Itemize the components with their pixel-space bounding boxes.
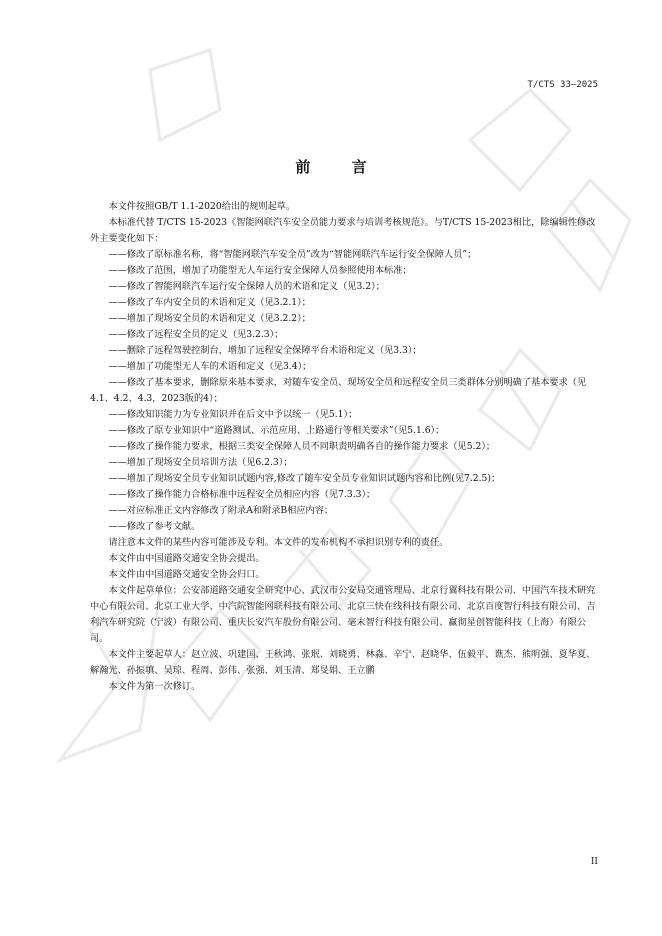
list-item: ——修改了范围，增加了功能型无人车运行安全保障人员参照使用本标准； — [108, 265, 412, 276]
list-item: ——增加了功能型无人车的术语和定义（见3.4）； — [108, 361, 312, 372]
list-item: ——修改了参考文献。 — [108, 521, 201, 532]
list-item: ——修改了原标准名称，将“智能网联汽车安全员”改为“智能网联汽车运行安全保障人员”； — [108, 249, 477, 260]
paragraph: 本标准代替 T/CTS 15-2023《智能网联汽车安全员能力要求与培训考核规范》。与T/CTS 15-2023相比，除编辑性修改外主要变化如下： — [90, 217, 596, 244]
list-item: ——增加了现场安全员专业知识试题内容,修改了随车安全员专业知识试题内容和比例(见7.2.5)； — [108, 473, 501, 484]
paragraph: 请注意本文件的某些内容可能涉及专利。本文件的发布机构不承担识别专利的责任。 — [108, 537, 449, 548]
list-item: ——修改了操作能力合格标准中远程安全员相应内容（见7.3.3）； — [108, 489, 376, 500]
list-item: ——增加了现场安全员培训方法（见6.2.3）； — [108, 457, 293, 468]
list-item: ——修改了智能网联汽车运行安全保障人员的术语和定义（见3.2）； — [108, 281, 385, 292]
list-item: ——修改知识能力为专业知识并在后文中予以统一（见5.1）； — [108, 409, 358, 420]
list-item: ——对应标准正文内容修改了附录A和附录B相应内容； — [108, 505, 334, 516]
list-item: ——修改了操作能力要求，根据三类安全保障人员不同职责明确各自的操作能力要求（见5.2）； — [108, 441, 496, 452]
document-code: T/CTS 33—2025 — [527, 80, 598, 90]
page-title: 前 言 — [295, 158, 385, 176]
paragraph: 本文件由中国道路交通安全协会归口。 — [108, 569, 265, 580]
list-item: ——修改了原专业知识中“道路测试、示范应用、上路通行等相关要求”（见5.1.6）； — [108, 425, 445, 436]
preface-body — [90, 199, 600, 695]
paragraph: 本文件按照GB/T 1.1-2020给出的规则起草。 — [108, 201, 296, 212]
page-number: II — [590, 857, 598, 867]
paragraph: 本文件起草单位：公安部道路交通安全研究中心、武汉市公安局交通管理局、北京行翼科技有限公司、中国汽车技术研究中心有限公司、北京工业大学、中汽院智能网联科技有限公司、北京三快在线科技有限公司、北京百度智行科技有限公司、吉利汽车研究院（宁波）有限公司、重庆长安汽车股份有限公司、毫末智行科技有限公司、赢彻星创智能科技（上海）有限公司。 — [90, 585, 596, 644]
list-item: ——修改了车内安全员的术语和定义（见3.2.1）； — [108, 297, 311, 308]
paragraph: 本文件为第一次修订。 — [108, 681, 201, 692]
list-item: ——增加了现场安全员的术语和定义（见3.2.2）； — [108, 313, 311, 324]
list-item: ——修改了远程安全员的定义（见3.2.3）； — [108, 329, 284, 340]
list-item: ——修改了基本要求，删除原来基本要求，对随车安全员、现场安全员和远程安全员三类群体分别明确了基本要求（见4.1、4.2、4.3，2023版的4）； — [90, 377, 587, 404]
paragraph: 本文件由中国道路交通安全协会提出。 — [108, 553, 265, 564]
paragraph: 本文件主要起草人：赵立波、巩建国、王秋鸿、张珉、刘晓勇、林淼、辛宁、赵晓华、伍毅平、谯杰、熊明强、夏华夏、解瀚光、孙振填、吴琼、程周、彭伟、张强、刘玉清、郑旻娟、王立鹏 — [90, 649, 596, 676]
list-item: ——删除了远程驾驶控制台，增加了远程安全保障平台术语和定义（见3.3）； — [108, 345, 422, 356]
